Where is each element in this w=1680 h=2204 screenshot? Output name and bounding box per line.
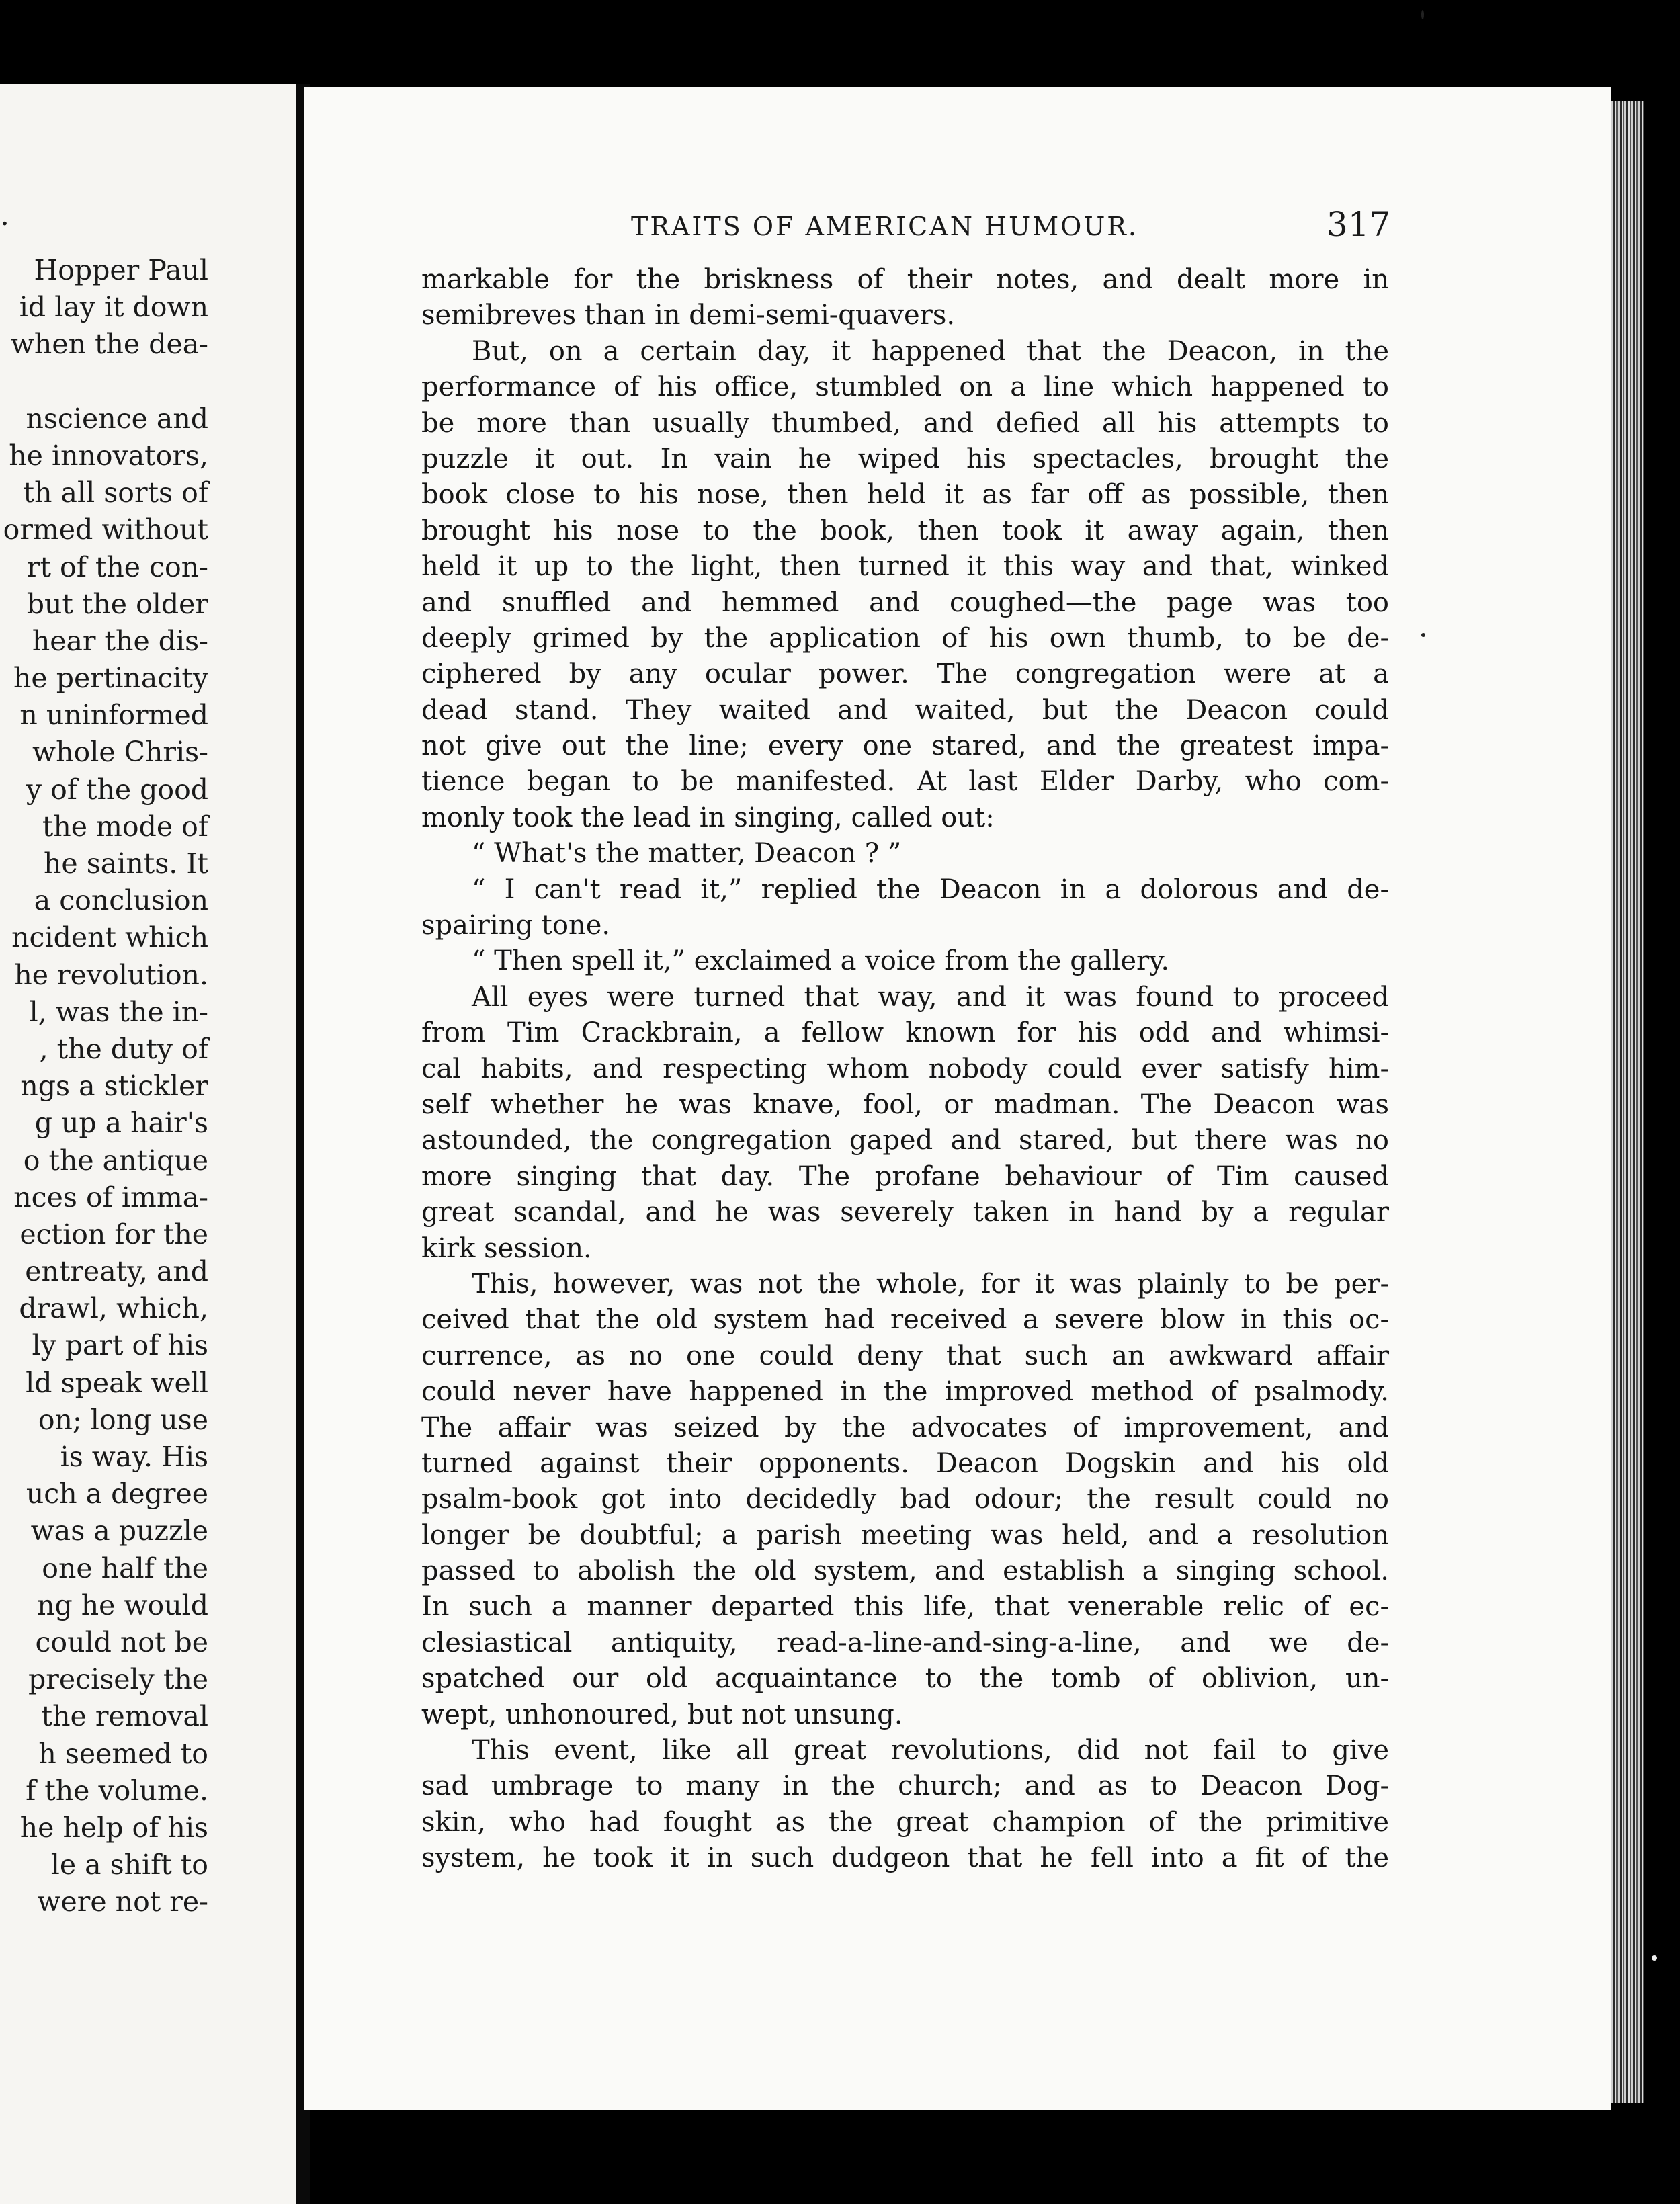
text-line: ceived that the old system had received a severe blow in this oc- (421, 1304, 1389, 1336)
text-line: But, on a certain day, it happened that the Deacon, in the (472, 335, 1389, 367)
previous-page-line: precisely the (28, 1663, 208, 1696)
text-line: and snuffled and hemmed and coughed—the page was too (421, 587, 1389, 618)
previous-page-line: he revolution. (14, 958, 208, 991)
previous-page-line: o the antique (23, 1144, 208, 1177)
previous-page-line (0, 364, 208, 400)
previous-page-line: a conclusion (34, 884, 208, 917)
previous-page-line: drawl, which, (19, 1292, 208, 1325)
text-line: spatched our old acquaintance to the tomb of oblivion, un- (421, 1663, 1389, 1695)
previous-page-line: when the dea- (10, 328, 208, 361)
previous-page-line: ormed without (3, 513, 208, 546)
previous-page-line: , the duty of (39, 1032, 208, 1065)
text-line: self whether he was knave, fool, or madman. The Deacon was (421, 1089, 1389, 1120)
previous-page-line: nscience and (26, 402, 208, 435)
previous-page-line: whole Chris- (32, 736, 208, 769)
previous-page-line: h seemed to (38, 1737, 208, 1770)
text-line: markable for the briskness of their notes, and dealt more in (421, 264, 1389, 295)
scan-speck (1421, 633, 1425, 637)
text-line: tience began to be manifested. At last Elder Darby, who com- (421, 766, 1389, 798)
previous-page-line: rt of the con- (26, 550, 208, 583)
previous-page-line: hear the dis- (32, 624, 208, 657)
text-line: “ I can't read it,” replied the Deacon in a dolorous and de- (472, 874, 1389, 905)
text-line: wept, unhonoured, but not unsung. (421, 1699, 903, 1730)
previous-page-line: was a puzzle (30, 1515, 208, 1548)
text-line: semibreves than in demi-semi-quavers. (421, 300, 956, 331)
previous-page-line: he innovators, (9, 439, 208, 472)
text-line: “ Then spell it,” exclaimed a voice from the gallery. (472, 945, 1170, 977)
text-line: psalm-book got into decidedly bad odour; the result could no (421, 1484, 1389, 1515)
previous-page-line: f the volume. (26, 1774, 208, 1807)
previous-page-line: nces of imma- (13, 1181, 208, 1214)
previous-page-line: he saints. It (44, 847, 208, 880)
text-line: not give out the line; every one stared, and the greatest impa- (421, 730, 1389, 762)
text-line: ciphered by any ocular power. The congregation were at a (421, 659, 1389, 690)
text-line: In such a manner departed this life, that venerable relic of ec- (421, 1591, 1389, 1623)
previous-page-line: ng he would (37, 1588, 208, 1621)
text-line: This event, like all great revolutions, did not fail to give (472, 1735, 1389, 1767)
text-line: astounded, the congregation gaped and stared, but there was no (421, 1125, 1389, 1156)
text-line: kirk session. (421, 1232, 592, 1264)
text-line: more singing that day. The profane behaviour of Tim caused (421, 1160, 1389, 1192)
text-line: system, he took it in such dudgeon that he fell into a fit of the (421, 1842, 1389, 1874)
page-number: 317 (1327, 205, 1391, 244)
previous-page-line: y of the good (26, 773, 208, 806)
previous-page-line: l, was the in- (29, 995, 208, 1028)
previous-page-line: entreaty, and (25, 1255, 208, 1288)
running-title: TRAITS OF AMERICAN HUMOUR. (631, 212, 1138, 241)
text-line: monly took the lead in singing, called out: (421, 802, 995, 833)
previous-page-line: g up a hair's (34, 1107, 208, 1140)
previous-page-line: he help of his (19, 1811, 208, 1844)
previous-page-text (0, 252, 208, 1920)
previous-page-line: ly part of his (32, 1329, 208, 1362)
text-line: “ What's the matter, Deacon ? ” (472, 838, 902, 870)
text-line: performance of his office, stumbled on a line which happened to (421, 372, 1389, 403)
previous-page-mark: . (0, 198, 9, 232)
text-line: turned against their opponents. Deacon Dogskin and his old (421, 1447, 1389, 1479)
page-317 (304, 87, 1611, 2110)
previous-page-line: on; long use (38, 1403, 208, 1436)
text-line: held it up to the light, then turned it this way and that, winked (421, 551, 1389, 583)
text-line: passed to abolish the old system, and establish a singing school. (421, 1556, 1389, 1587)
text-line: skin, who had fought as the great champion of the primitive (421, 1806, 1389, 1838)
text-line: longer be doubtful; a parish meeting was held, and a resolution (421, 1519, 1389, 1551)
previous-page-line: he pertinacity (13, 662, 208, 695)
text-line: sad umbrage to many in the church; and as to Deacon Dog- (421, 1771, 1389, 1802)
text-line: This, however, was not the whole, for it was plainly to be per- (472, 1268, 1389, 1300)
previous-page-line: ection for the (19, 1218, 208, 1251)
previous-page-line: the mode of (42, 810, 208, 843)
previous-page-line: uch a degree (26, 1478, 208, 1511)
page-edges (1611, 101, 1644, 2103)
previous-page-line: one half the (42, 1552, 208, 1584)
text-line: dead stand. They waited and waited, but the Deacon could (421, 694, 1389, 726)
previous-page-line: le a shift to (50, 1849, 208, 1881)
body-text (421, 262, 1389, 1877)
text-line: cal habits, and respecting whom nobody could ever satisfy him- (421, 1053, 1389, 1085)
previous-page-line: the removal (41, 1700, 208, 1733)
text-line: great scandal, and he was severely taken in hand by a regular (421, 1197, 1389, 1228)
previous-page-line: ncident which (11, 921, 208, 954)
previous-page-fragment (0, 84, 296, 2204)
text-line: spairing tone. (421, 910, 611, 941)
previous-page-line: n uninformed (19, 699, 208, 732)
text-line: The affair was seized by the advocates of improvement, and (421, 1412, 1389, 1443)
previous-page-line: th all sorts of (23, 476, 208, 509)
running-header (304, 205, 1611, 252)
text-line: could never have happened in the improved method of psalmody. (421, 1376, 1389, 1408)
previous-page-line: ngs a stickler (20, 1070, 208, 1103)
text-line: All eyes were turned that way, and it was found to proceed (472, 981, 1389, 1013)
previous-page-line: could not be (35, 1625, 208, 1658)
text-line: currence, as no one could deny that such an awkward affair (421, 1340, 1389, 1371)
text-line: from Tim Crackbrain, a fellow known for his odd and whimsi- (421, 1017, 1389, 1049)
text-line: puzzle it out. In vain he wiped his spectacles, brought the (421, 443, 1389, 474)
previous-page-line: id lay it down (19, 291, 208, 324)
text-line: be more than usually thumbed, and defied all his attempts to (421, 407, 1389, 439)
previous-page-line: ld speak well (26, 1366, 208, 1399)
previous-page-line: is way. His (60, 1441, 208, 1473)
scan-speck (1652, 1955, 1657, 1961)
text-line: clesiastical antiquity, read-a-line-and-sing-a-line, and we de- (421, 1627, 1389, 1658)
previous-page-line: were not re- (37, 1885, 208, 1918)
text-line: book close to his nose, then held it as far off as possible, then (421, 479, 1389, 511)
text-line: deeply grimed by the application of his own thumb, to be de- (421, 622, 1389, 654)
text-line: brought his nose to the book, then took it away again, then (421, 515, 1389, 546)
previous-page-line: Hopper Paul (34, 254, 208, 286)
previous-page-line: but the older (26, 587, 208, 620)
scan-speck (1421, 10, 1424, 19)
